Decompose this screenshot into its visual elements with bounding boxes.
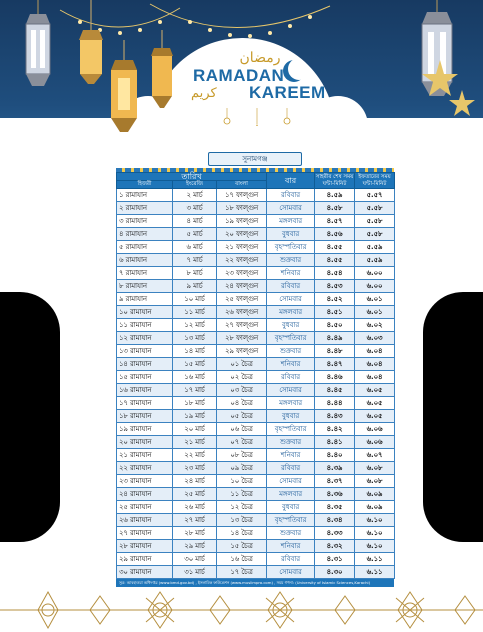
gregorian-date-cell: ১৯ মার্চ <box>173 410 217 423</box>
weekday-cell: শনিবার <box>267 449 315 462</box>
left-decor-panel <box>0 292 60 542</box>
hijri-date-cell: ১০ রামাযান <box>117 306 173 319</box>
weekday-cell: বুধবার <box>267 410 315 423</box>
timetable <box>116 152 394 587</box>
bangla-date-cell: ২৬ ফাল্গুন <box>217 306 267 319</box>
hijri-date-cell: ১৬ রামাযান <box>117 384 173 397</box>
lantern-icon <box>106 40 142 150</box>
table-row <box>117 540 395 553</box>
iftar-time-cell: ৬.০০ <box>355 267 395 280</box>
table-row <box>117 462 395 475</box>
table-row <box>117 345 395 358</box>
hijri-date-cell: ৩ রামাযান <box>117 215 173 228</box>
gregorian-date-cell: ৩১ মার্চ <box>173 566 217 579</box>
weekday-cell: রবিবার <box>267 553 315 566</box>
sehri-time-cell: ৪.৪৮ <box>315 345 355 358</box>
table-row <box>117 228 395 241</box>
hijri-date-cell: ৬ রামাযান <box>117 254 173 267</box>
iftar-time-cell: ৫.৫৯ <box>355 254 395 267</box>
weekday-cell: সোমবার <box>267 566 315 579</box>
weekday-cell: সোমবার <box>267 475 315 488</box>
iftar-time-cell: ৫.৫৮ <box>355 215 395 228</box>
table-row <box>117 319 395 332</box>
sehri-time-cell: ৪.৫৬ <box>315 228 355 241</box>
gregorian-date-cell: ১৬ মার্চ <box>173 371 217 384</box>
iftar-time-cell: ৬.১০ <box>355 514 395 527</box>
hijri-date-cell: ২০ রামাযান <box>117 436 173 449</box>
hijri-date-cell: ২৯ রামাযান <box>117 553 173 566</box>
hijri-date-cell: ১৯ রামাযান <box>117 423 173 436</box>
weekday-cell: বৃহস্পতিবার <box>267 514 315 527</box>
iftar-time-cell: ৬.১০ <box>355 540 395 553</box>
ramadan-kareem-logo <box>185 50 325 130</box>
star-ornament-icon <box>400 60 480 150</box>
bangla-date-cell: ১৪ চৈত্র <box>217 527 267 540</box>
bangla-date-cell: ১৫ চৈত্র <box>217 540 267 553</box>
sehri-time-cell: ৪.৪৯ <box>315 332 355 345</box>
lantern-icon <box>148 30 176 120</box>
bangla-date-cell: ১৬ চৈত্র <box>217 553 267 566</box>
hijri-date-cell: ৪ রামাযান <box>117 228 173 241</box>
weekday-cell: শুক্রবার <box>267 436 315 449</box>
hijri-date-cell: ৭ রামাযান <box>117 267 173 280</box>
sehri-time-cell: ৪.৩৯ <box>315 462 355 475</box>
table-row <box>117 501 395 514</box>
weekday-cell: শুক্রবার <box>267 254 315 267</box>
sehri-time-cell: ৪.৫১ <box>315 306 355 319</box>
header-sehri: সাহরীর শেষ সময় ঘন্টা-মিনিট <box>315 173 354 187</box>
hijri-date-cell: ১৩ রামাযান <box>117 345 173 358</box>
sehri-time-cell: ৪.৩৩ <box>315 527 355 540</box>
sehri-time-cell: ৪.৪০ <box>315 449 355 462</box>
iftar-time-cell: ৬.০৬ <box>355 423 395 436</box>
hijri-date-cell: ২১ রামাযান <box>117 449 173 462</box>
weekday-cell: মঙ্গলবার <box>267 215 315 228</box>
iftar-time-cell: ৬.০৫ <box>355 410 395 423</box>
sehri-time-cell: ৪.৩২ <box>315 540 355 553</box>
bangla-date-cell: ১৭ ফাল্গুন <box>217 189 267 202</box>
weekday-cell: রবিবার <box>267 189 315 202</box>
table-row <box>117 514 395 527</box>
table-row <box>117 527 395 540</box>
bangla-date-cell: ০৪ চৈত্র <box>217 397 267 410</box>
iftar-time-cell: ৬.০৫ <box>355 397 395 410</box>
gregorian-date-cell: ১৪ মার্চ <box>173 345 217 358</box>
sehri-time-cell: ৪.৫৮ <box>315 202 355 215</box>
sehri-time-cell: ৪.৫০ <box>315 319 355 332</box>
hijri-date-cell: ২৭ রামাযান <box>117 527 173 540</box>
iftar-time-cell: ৬.০১ <box>355 306 395 319</box>
hijri-date-cell: ১৪ রামাযান <box>117 358 173 371</box>
iftar-time-cell: ৬.০৭ <box>355 449 395 462</box>
table-row <box>117 215 395 228</box>
sehri-time-cell: ৪.৫৩ <box>315 280 355 293</box>
gregorian-date-cell: ২৪ মার্চ <box>173 475 217 488</box>
sehri-time-cell: ৪.৪৫ <box>315 384 355 397</box>
iftar-time-cell: ৫.৫৯ <box>355 241 395 254</box>
table-row <box>117 397 395 410</box>
header-day: বার <box>267 173 315 189</box>
gregorian-date-cell: ২২ মার্চ <box>173 449 217 462</box>
crescent-moon-icon <box>288 58 310 80</box>
bangla-date-cell: ০৩ চৈত্র <box>217 384 267 397</box>
bangla-date-cell: ২৮ ফাল্গুন <box>217 332 267 345</box>
table-row <box>117 293 395 306</box>
table-row <box>117 475 395 488</box>
gregorian-date-cell: ৯ মার্চ <box>173 280 217 293</box>
hijri-date-cell: ২৬ রামাযান <box>117 514 173 527</box>
hijri-date-cell: ১১ রামাযান <box>117 319 173 332</box>
bangla-date-cell: ১৭ চৈত্র <box>217 566 267 579</box>
bangla-date-cell: ১০ চৈত্র <box>217 475 267 488</box>
iftar-time-cell: ৫.৫৮ <box>355 228 395 241</box>
weekday-cell: শনিবার <box>267 540 315 553</box>
location-label: সুনামগঞ্জ <box>208 152 302 166</box>
lantern-icon <box>18 0 58 100</box>
gregorian-date-cell: ৭ মার্চ <box>173 254 217 267</box>
hijri-date-cell: ৯ রামাযান <box>117 293 173 306</box>
logo-arabic-bottom: كريم <box>191 86 217 101</box>
iftar-time-cell: ৬.০৯ <box>355 501 395 514</box>
weekday-cell: রবিবার <box>267 280 315 293</box>
weekday-cell: সোমবার <box>267 202 315 215</box>
weekday-cell: মঙ্গলবার <box>267 397 315 410</box>
ramadan-schedule-table <box>116 172 395 579</box>
sehri-time-cell: ৪.৫৭ <box>315 215 355 228</box>
weekday-cell: সোমবার <box>267 384 315 397</box>
iftar-time-cell: ৬.০০ <box>355 280 395 293</box>
table-row <box>117 423 395 436</box>
gregorian-date-cell: ২৫ মার্চ <box>173 488 217 501</box>
gregorian-date-cell: ১৩ মার্চ <box>173 332 217 345</box>
header-gregorian: ইংরেজি <box>173 181 217 189</box>
hijri-date-cell: ২৮ রামাযান <box>117 540 173 553</box>
gregorian-date-cell: ৩০ মার্চ <box>173 553 217 566</box>
gregorian-date-cell: ১৭ মার্চ <box>173 384 217 397</box>
table-row <box>117 371 395 384</box>
source-footer: সূত্র: আবহাওয়া অধিদপ্তর (www.bmd.gov.bd) , ইসলামিক ফাউন্ডেশন (www.muslimpro.com) , সময় গণনা: (University of Islamic Sciences,Karachi) <box>116 579 394 587</box>
sehri-time-cell: ৪.৩০ <box>315 566 355 579</box>
weekday-cell: রবিবার <box>267 462 315 475</box>
gregorian-date-cell: ২৩ মার্চ <box>173 462 217 475</box>
iftar-time-cell: ৬.০১ <box>355 293 395 306</box>
hijri-date-cell: ২২ রামাযান <box>117 462 173 475</box>
sehri-time-cell: ৪.৫৯ <box>315 189 355 202</box>
gregorian-date-cell: ৬ মার্চ <box>173 241 217 254</box>
table-row <box>117 553 395 566</box>
weekday-cell: সোমবার <box>267 293 315 306</box>
header-banner <box>0 0 483 150</box>
weekday-cell: মঙ্গলবার <box>267 306 315 319</box>
iftar-time-cell: ৬.০৪ <box>355 345 395 358</box>
gregorian-date-cell: ১৮ মার্চ <box>173 397 217 410</box>
hijri-date-cell: ১৭ রামাযান <box>117 397 173 410</box>
gregorian-date-cell: ২৬ মার্চ <box>173 501 217 514</box>
table-row <box>117 358 395 371</box>
bangla-date-cell: ০৫ চৈত্র <box>217 410 267 423</box>
sehri-time-cell: ৪.৩৬ <box>315 488 355 501</box>
iftar-time-cell: ৬.০৪ <box>355 371 395 384</box>
hijri-date-cell: ১৮ রামাযান <box>117 410 173 423</box>
iftar-time-cell: ৬.০৮ <box>355 475 395 488</box>
lantern-icon <box>74 0 108 90</box>
weekday-cell: শনিবার <box>267 267 315 280</box>
header-date: তারিখ <box>117 173 267 181</box>
sehri-time-cell: ৪.৪৩ <box>315 410 355 423</box>
logo-arabic-top: رمضان <box>239 50 281 66</box>
logo-title-line2: KAREEM <box>249 83 326 102</box>
bangla-date-cell: ২৯ ফাল্গুন <box>217 345 267 358</box>
sehri-time-cell: ৪.৩৫ <box>315 501 355 514</box>
sehri-time-cell: ৪.৫৫ <box>315 254 355 267</box>
gregorian-date-cell: ২০ মার্চ <box>173 423 217 436</box>
gregorian-date-cell: ২৭ মার্চ <box>173 514 217 527</box>
iftar-time-cell: ৫.৫৭ <box>355 189 395 202</box>
iftar-time-cell: ৬.১১ <box>355 553 395 566</box>
right-decor-panel <box>423 292 483 542</box>
sehri-time-cell: ৪.৪৭ <box>315 358 355 371</box>
bangla-date-cell: ২৫ ফাল্গুন <box>217 293 267 306</box>
table-row <box>117 267 395 280</box>
bangla-date-cell: ০২ চৈত্র <box>217 371 267 384</box>
bangla-date-cell: ১৯ ফাল্গুন <box>217 215 267 228</box>
hijri-date-cell: ৫ রামাযান <box>117 241 173 254</box>
bangla-date-cell: ১২ চৈত্র <box>217 501 267 514</box>
sehri-time-cell: ৪.৫২ <box>315 293 355 306</box>
logo-title-line1: RAMADAN <box>193 66 285 85</box>
hijri-date-cell: ২৩ রামাযান <box>117 475 173 488</box>
hijri-date-cell: ১ রামাযান <box>117 189 173 202</box>
bangla-date-cell: ১৮ ফাল্গুন <box>217 202 267 215</box>
bangla-date-cell: ০৮ চৈত্র <box>217 449 267 462</box>
bangla-date-cell: ০১ চৈত্র <box>217 358 267 371</box>
table-row <box>117 202 395 215</box>
header-iftar: ইফতারের সময় ঘন্টা-মিনিট <box>355 173 395 189</box>
hijri-date-cell: ৩০ রামাযান <box>117 566 173 579</box>
sehri-time-cell: ৪.৫৪ <box>315 267 355 280</box>
header-bangla: বাংলা <box>217 181 267 189</box>
weekday-cell: শনিবার <box>267 358 315 371</box>
weekday-cell: বৃহস্পতিবার <box>267 423 315 436</box>
gregorian-date-cell: ২১ মার্চ <box>173 436 217 449</box>
iftar-time-cell: ৬.১১ <box>355 566 395 579</box>
table-row <box>117 449 395 462</box>
iftar-time-cell: ৬.০৪ <box>355 358 395 371</box>
sehri-time-cell: ৪.৪২ <box>315 423 355 436</box>
iftar-time-cell: ৬.০৯ <box>355 488 395 501</box>
gregorian-date-cell: ৮ মার্চ <box>173 267 217 280</box>
table-row <box>117 566 395 579</box>
weekday-cell: শুক্রবার <box>267 345 315 358</box>
gregorian-date-cell: ১২ মার্চ <box>173 319 217 332</box>
gregorian-date-cell: ২৮ মার্চ <box>173 527 217 540</box>
sehri-time-cell: ৪.৫৫ <box>315 241 355 254</box>
hijri-date-cell: ২৪ রামাযান <box>117 488 173 501</box>
hijri-date-cell: ১৫ রামাযান <box>117 371 173 384</box>
iftar-time-cell: ৬.০৩ <box>355 332 395 345</box>
table-row <box>117 306 395 319</box>
bangla-date-cell: ২৩ ফাল্গুন <box>217 267 267 280</box>
bangla-date-cell: ০৯ চৈত্র <box>217 462 267 475</box>
table-row <box>117 488 395 501</box>
bangla-date-cell: ০৭ চৈত্র <box>217 436 267 449</box>
weekday-cell: রবিবার <box>267 371 315 384</box>
sehri-time-cell: ৪.৪৬ <box>315 371 355 384</box>
weekday-cell: বুধবার <box>267 319 315 332</box>
sehri-time-cell: ৪.৩৭ <box>315 475 355 488</box>
table-row <box>117 410 395 423</box>
iftar-time-cell: ৬.০৮ <box>355 462 395 475</box>
table-row <box>117 332 395 345</box>
geometric-border-icon <box>0 588 483 632</box>
hijri-date-cell: ৮ রামাযান <box>117 280 173 293</box>
weekday-cell: শুক্রবার <box>267 527 315 540</box>
iftar-time-cell: ৫.৫৮ <box>355 202 395 215</box>
hijri-date-cell: ২ রামাযান <box>117 202 173 215</box>
bangla-date-cell: ২০ ফাল্গুন <box>217 228 267 241</box>
bangla-date-cell: ২৭ ফাল্গুন <box>217 319 267 332</box>
sehri-time-cell: ৪.৩৪ <box>315 514 355 527</box>
gregorian-date-cell: ৫ মার্চ <box>173 228 217 241</box>
table-row <box>117 280 395 293</box>
gregorian-date-cell: ৪ মার্চ <box>173 215 217 228</box>
weekday-cell: বুধবার <box>267 228 315 241</box>
gregorian-date-cell: ২ মার্চ <box>173 189 217 202</box>
table-row <box>117 241 395 254</box>
bangla-date-cell: ০৬ চৈত্র <box>217 423 267 436</box>
header-hijri: হিজরী <box>117 181 173 189</box>
hijri-date-cell: ২৫ রামাযান <box>117 501 173 514</box>
gregorian-date-cell: ১১ মার্চ <box>173 306 217 319</box>
hijri-date-cell: ১২ রামাযান <box>117 332 173 345</box>
sehri-time-cell: ৪.৩১ <box>315 553 355 566</box>
iftar-time-cell: ৬.১০ <box>355 527 395 540</box>
iftar-time-cell: ৬.০৫ <box>355 384 395 397</box>
gregorian-date-cell: ১০ মার্চ <box>173 293 217 306</box>
weekday-cell: বৃহস্পতিবার <box>267 241 315 254</box>
table-row <box>117 254 395 267</box>
bangla-date-cell: ২৪ ফাল্গুন <box>217 280 267 293</box>
table-row <box>117 189 395 202</box>
iftar-time-cell: ৬.০২ <box>355 319 395 332</box>
table-row <box>117 436 395 449</box>
hanging-stars-icon <box>207 108 307 126</box>
gregorian-date-cell: ২৯ মার্চ <box>173 540 217 553</box>
weekday-cell: বুধবার <box>267 501 315 514</box>
sehri-time-cell: ৪.৪৪ <box>315 397 355 410</box>
bangla-date-cell: ২২ ফাল্গুন <box>217 254 267 267</box>
gregorian-date-cell: ১৫ মার্চ <box>173 358 217 371</box>
gregorian-date-cell: ৩ মার্চ <box>173 202 217 215</box>
weekday-cell: মঙ্গলবার <box>267 488 315 501</box>
bangla-date-cell: ২১ ফাল্গুন <box>217 241 267 254</box>
bangla-date-cell: ১১ চৈত্র <box>217 488 267 501</box>
table-row <box>117 384 395 397</box>
iftar-time-cell: ৬.০৬ <box>355 436 395 449</box>
weekday-cell: বৃহস্পতিবার <box>267 332 315 345</box>
sehri-time-cell: ৪.৪১ <box>315 436 355 449</box>
bangla-date-cell: ১৩ চৈত্র <box>217 514 267 527</box>
